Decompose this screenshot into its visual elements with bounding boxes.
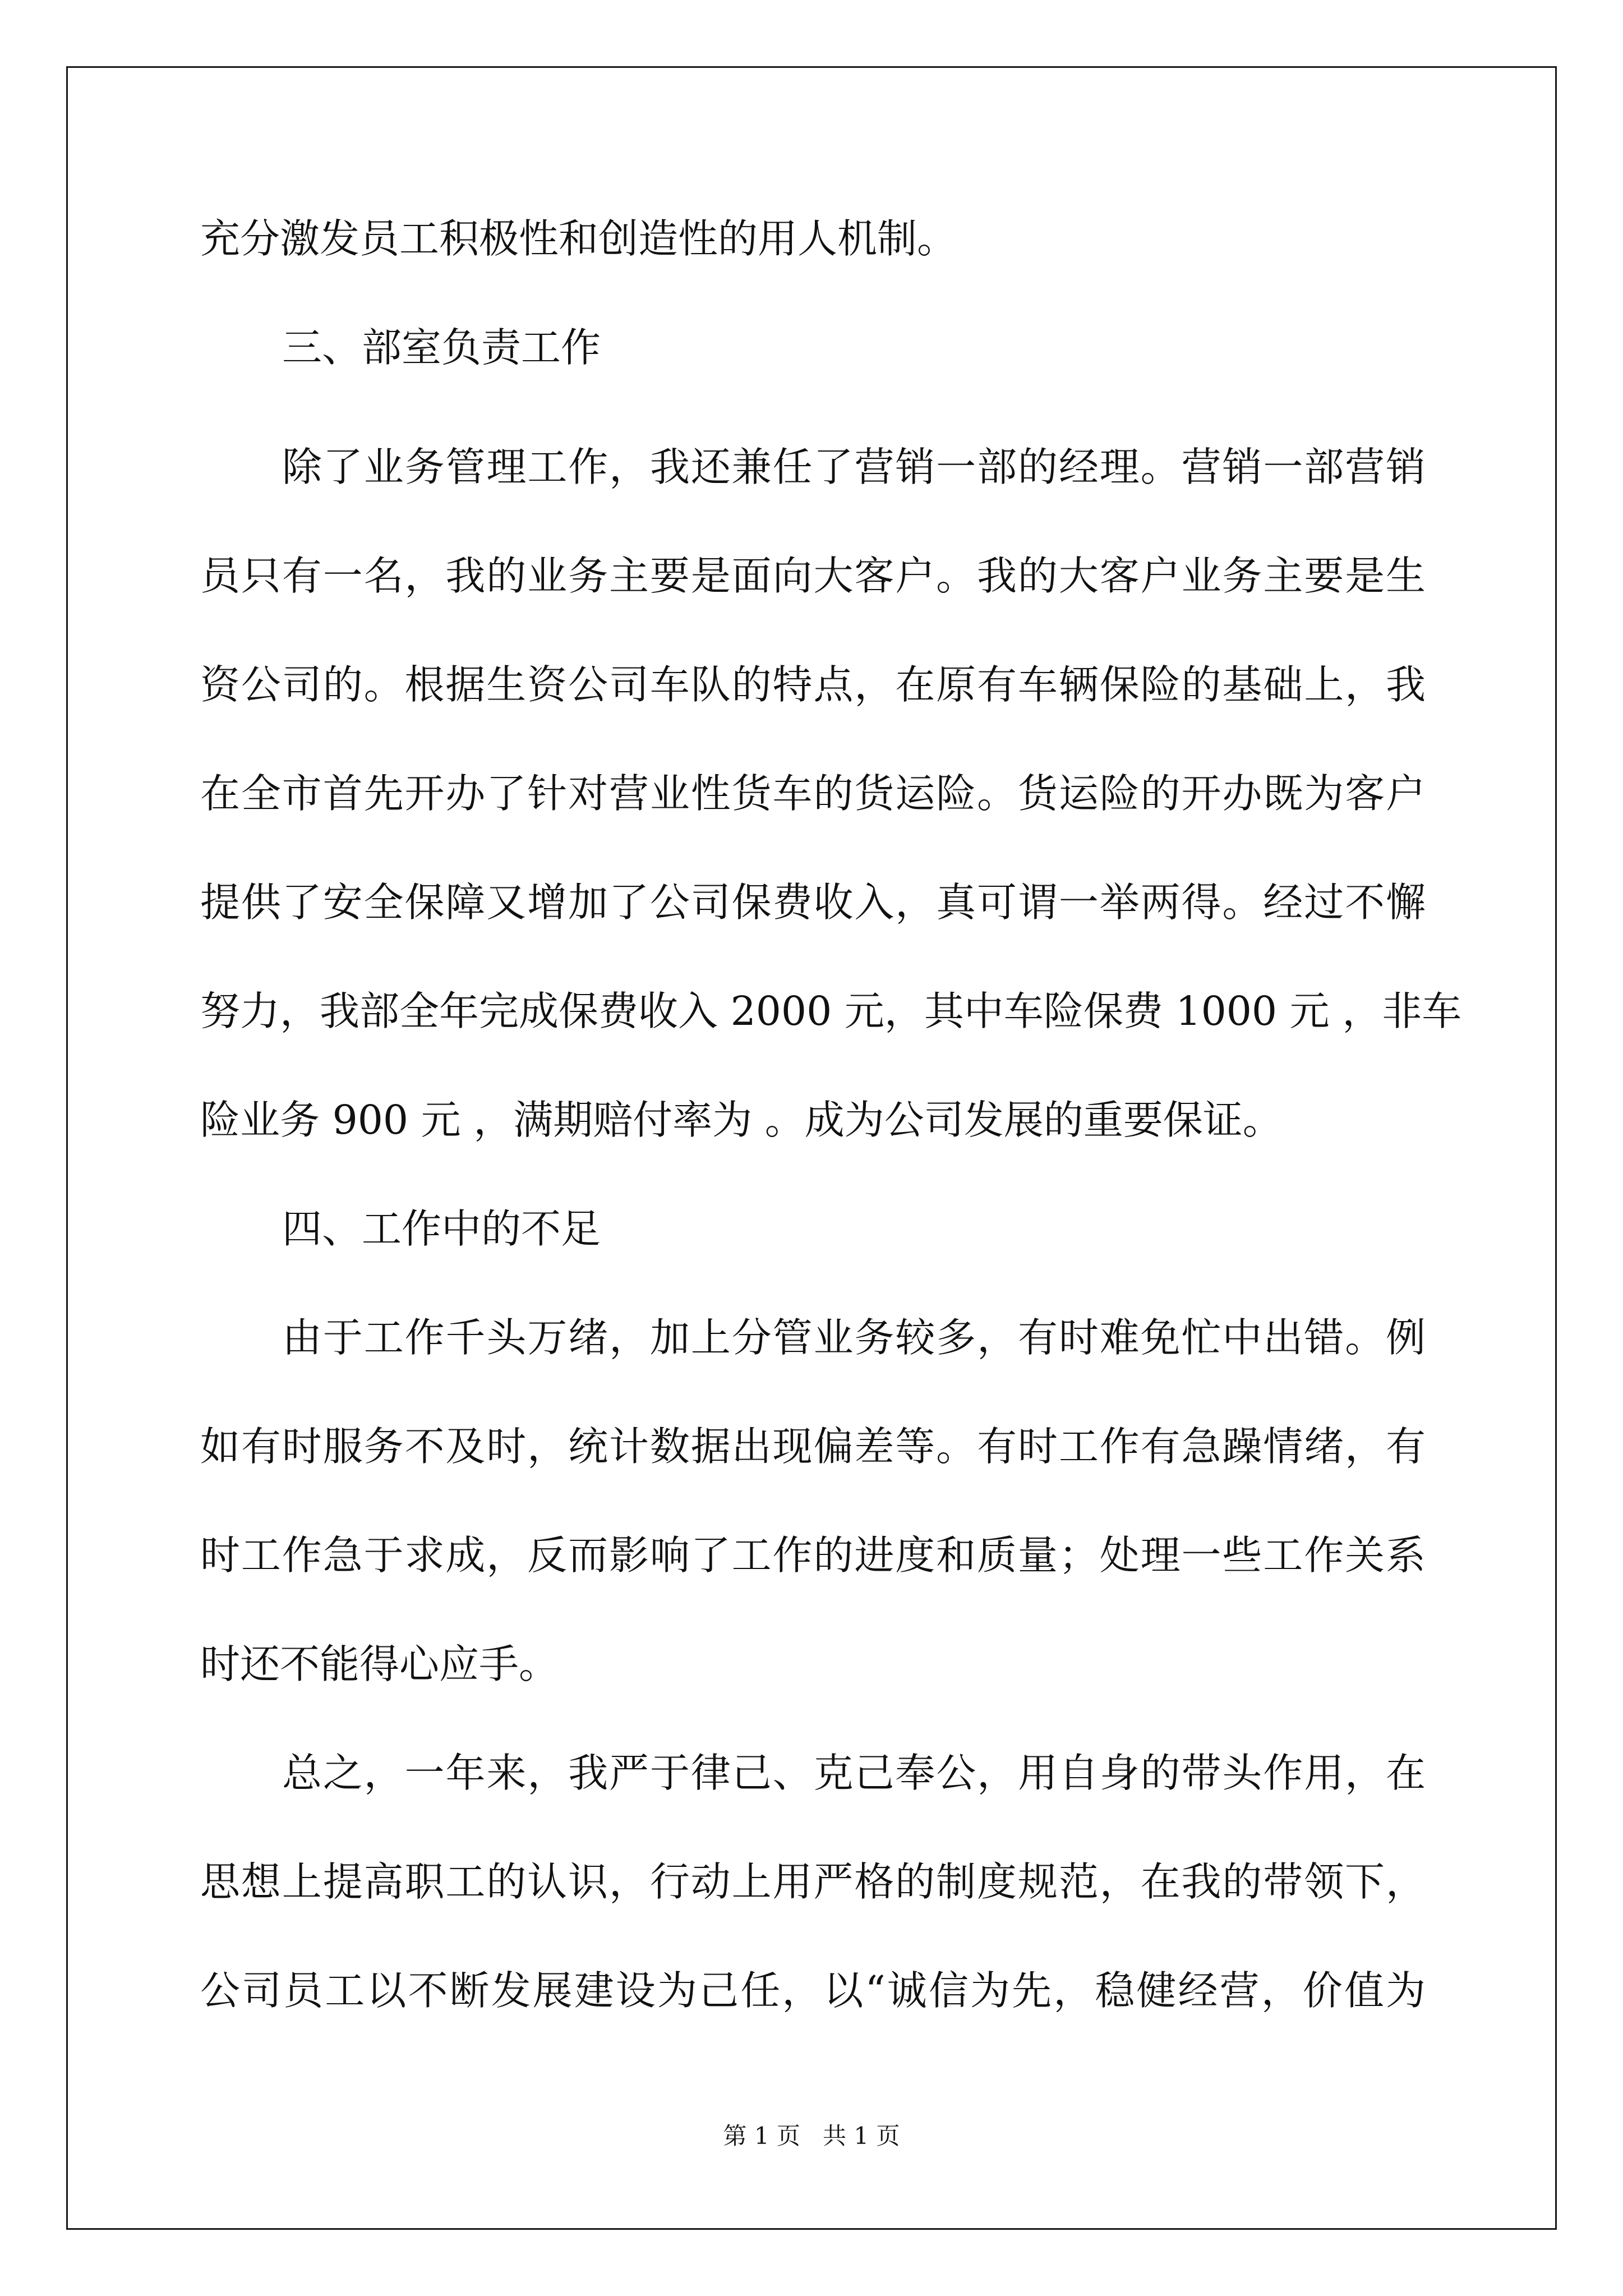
paragraph-line: 总之，一年来，我严于律己、克己奉公，用自身的带头作用，在: [282, 1750, 1426, 1796]
paragraph-line: 思想上提高职工的认识，行动上用严格的制度规范，在我的带领下，: [200, 1858, 1426, 1905]
paragraph-line: 提供了安全保障又增加了公司保费收入，真可谓一举两得。经过不懈: [200, 879, 1426, 926]
section-heading: 三、部室负责工作: [282, 324, 601, 371]
paragraph-line: 资公司的。根据生资公司车队的特点，在原有车辆保险的基础上，我: [200, 661, 1426, 708]
paragraph-line: 员只有一名，我的业务主要是面向大客户。我的大客户业务主要是生: [200, 553, 1426, 599]
paragraph-line: 公司员工以不断发展建设为己任，以“诚信为先，稳健经营，价值为: [200, 1967, 1426, 2014]
paragraph-line: 险业务 900 元 ，满期赔付率为 。成为公司发展的重要保证。: [200, 1097, 1283, 1143]
paragraph-line: 充分激发员工积极性和创造性的用人机制。: [200, 215, 957, 262]
paragraph-line: 时还不能得心应手。: [200, 1641, 559, 1687]
paragraph-line: 在全市首先开办了针对营业性货车的货运险。货运险的开办既为客户: [200, 770, 1426, 817]
section-heading: 四、工作中的不足: [282, 1205, 601, 1252]
paragraph-line: 由于工作千头万绪，加上分管业务较多，有时难免忙中出错。例: [282, 1314, 1426, 1361]
page-footer: 第 1 页 共 1 页: [723, 2122, 900, 2150]
paragraph-line: 如有时服务不及时，统计数据出现偏差等。有时工作有急躁情绪，有: [200, 1423, 1426, 1470]
paragraph-line: 时工作急于求成，反而影响了工作的进度和质量；处理一些工作关系: [200, 1532, 1426, 1579]
paragraph-line: 除了业务管理工作，我还兼任了营销一部的经理。营销一部营销: [282, 444, 1426, 490]
paragraph-line: 努力，我部全年完成保费收入 2000 元，其中车险保费 1000 元 ，非车: [200, 988, 1462, 1034]
